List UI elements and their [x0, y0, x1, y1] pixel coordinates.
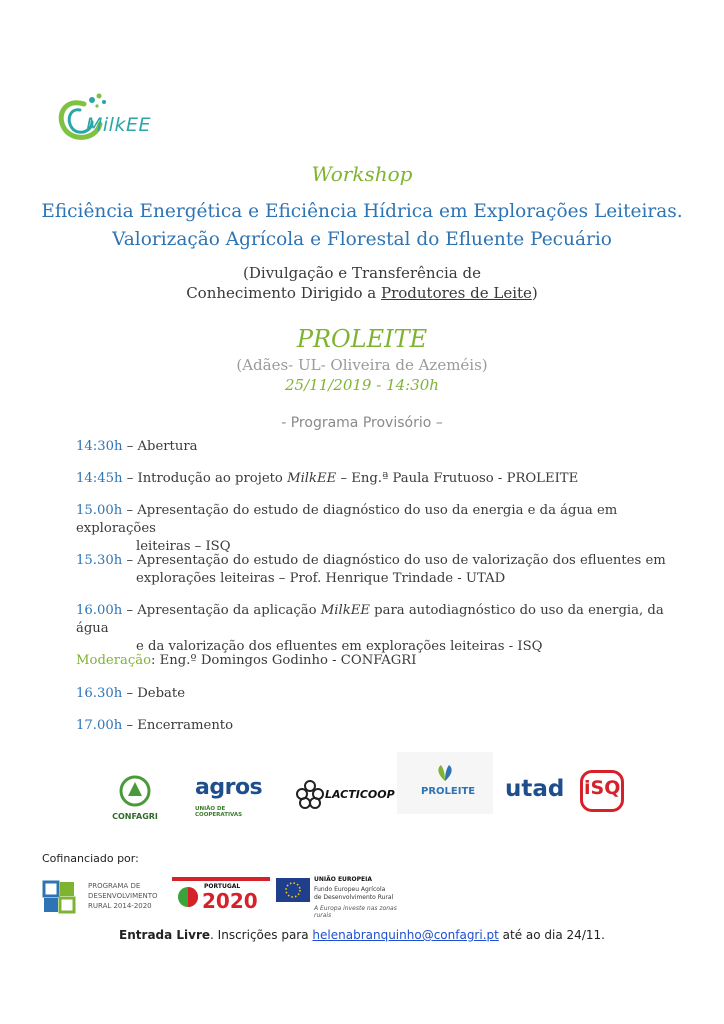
programa-time: 15.30h	[76, 553, 123, 568]
milkee-logo-text: MilkEE	[86, 114, 151, 136]
footer-text-b: até ao dia 24/11.	[498, 928, 605, 942]
programa-row	[76, 470, 676, 488]
programa-time: 14:30h	[76, 439, 123, 454]
programa-text-b: para autodiagnóstico do uso da energia, da água	[76, 603, 664, 636]
pt-year: 2020	[202, 889, 258, 913]
lacticoop-circles-icon	[295, 780, 325, 810]
registration-email-link[interactable]: helenabranquinho@confagri.pt	[312, 928, 499, 942]
footer-text-a: . Inscrições para	[210, 928, 313, 942]
agros-subtitle: UNIÃO DE COOPERATIVAS	[195, 806, 243, 818]
event-venue: (Adães- UL- Oliveira de Azeméis)	[236, 356, 488, 374]
title-line-1: Eficiência Energética e Eficiência Hídrica em Explorações Leiteiras.	[41, 201, 683, 222]
programa-row	[76, 552, 676, 588]
proleite-logo	[397, 752, 493, 814]
lacticoop-wordmark: LACTICOOP	[325, 788, 395, 801]
programa-title: - Programa Provisório –	[281, 415, 443, 431]
pt-flag-mark-icon	[176, 885, 200, 909]
eu-feader-logo	[276, 876, 401, 919]
utad-logo: utad	[505, 776, 565, 802]
programa-text: Apresentação da aplicação	[137, 603, 321, 618]
programa-sep: –	[122, 503, 138, 518]
portugal2020-logo	[172, 877, 270, 913]
programa-time: 15.00h	[76, 503, 123, 518]
programa-sep: –	[122, 553, 138, 568]
subtitle-underlined: Produtores de Leite	[381, 284, 532, 302]
lacticoop-logo	[295, 780, 395, 812]
moderacao-text: : Eng.º Domingos Godinho - CONFAGRI	[151, 653, 417, 668]
title-line-2: Valorização Agrícola e Florestal do Efluente Pecuário	[112, 229, 612, 250]
pdr-mark-icon	[42, 880, 82, 914]
pdr-line-2: DESENVOLVIMENTO	[88, 892, 158, 900]
subtitle-close: )	[531, 284, 538, 302]
programa-text: – Encerramento	[122, 718, 234, 733]
programa-sep: –	[122, 603, 138, 618]
pt-top-bar	[172, 877, 270, 881]
programa-text: – Debate	[122, 686, 186, 701]
proleite-leaf-icon	[435, 764, 455, 782]
programa-time: 16.30h	[76, 686, 123, 701]
eu-line-2: de Desenvolvimento Rural	[314, 894, 394, 901]
workshop-label: Workshop	[311, 162, 413, 186]
programa-row	[76, 685, 676, 703]
pt-label: PORTUGAL	[204, 883, 241, 890]
event-name: PROLEITE	[296, 325, 428, 353]
isq-wordmark: iSQ	[584, 777, 621, 799]
programa-emphasis: MilkEE	[287, 471, 337, 486]
moderacao-label: Moderação	[76, 653, 152, 668]
programa-text-b: – Eng.ª Paula Frutuoso - PROLEITE	[336, 471, 579, 486]
subtitle-line-2	[0, 284, 724, 302]
programa-time: 17.00h	[76, 718, 123, 733]
programa-text: Introdução ao projeto	[137, 471, 288, 486]
eu-line-3: A Europa investe nas zonas rurais	[314, 905, 397, 919]
pdr-line-1: PROGRAMA DE	[88, 882, 141, 890]
proleite-wordmark: PROLEITE	[421, 786, 476, 797]
event-datetime: 25/11/2019 - 14:30h	[285, 376, 439, 394]
programa-sep: –	[122, 439, 138, 454]
programa-text: Apresentação do estudo de diagnóstico do uso de valorização dos efluentes em	[137, 553, 666, 568]
programa-text-cont: explorações leiteiras – Prof. Henrique Trindade - UTAD	[136, 571, 506, 586]
confagri-emblem-icon	[110, 774, 160, 808]
cofinanciado-label: Cofinanciado por:	[42, 852, 139, 865]
programa-text: Abertura	[137, 439, 198, 454]
programa-time: 14:45h	[76, 471, 123, 486]
footer-registration	[0, 928, 724, 942]
pdr-line-3: RURAL 2014-2020	[88, 902, 152, 910]
eu-line-1: Fundo Europeu Agrícola	[314, 886, 386, 893]
programa-time: 16.00h	[76, 603, 123, 618]
isq-logo	[578, 768, 628, 814]
programa-row	[76, 602, 676, 656]
programa-row	[76, 502, 676, 556]
confagri-label: CONFAGRI	[112, 812, 158, 821]
programa-row-moderacao	[76, 652, 676, 670]
programa-row	[76, 438, 676, 456]
subtitle-text: Conhecimento Dirigido a	[186, 284, 381, 302]
programa-text-cont: leiteiras – ISQ	[136, 539, 231, 554]
eu-title: UNIÃO EUROPEIA	[314, 876, 373, 883]
programa-emphasis: MilkEE	[320, 603, 370, 618]
programa-text-cont: e da valorização dos efluentes em explorações leiteiras - ISQ	[136, 639, 543, 654]
programa-row	[76, 717, 676, 735]
footer-bold: Entrada Livre	[119, 928, 211, 942]
subtitle-line-1: (Divulgação e Transferência de	[243, 264, 481, 282]
agros-logo	[195, 776, 270, 820]
pdr2020-logo	[42, 878, 162, 916]
programa-text: Apresentação do estudo de diagnóstico do uso da energia e da água em explorações	[76, 503, 618, 536]
confagri-logo	[110, 774, 160, 820]
eu-flag-icon	[276, 878, 310, 902]
agros-wordmark: agros	[195, 775, 263, 800]
programa-sep: –	[122, 471, 138, 486]
milkee-logo	[52, 92, 187, 150]
